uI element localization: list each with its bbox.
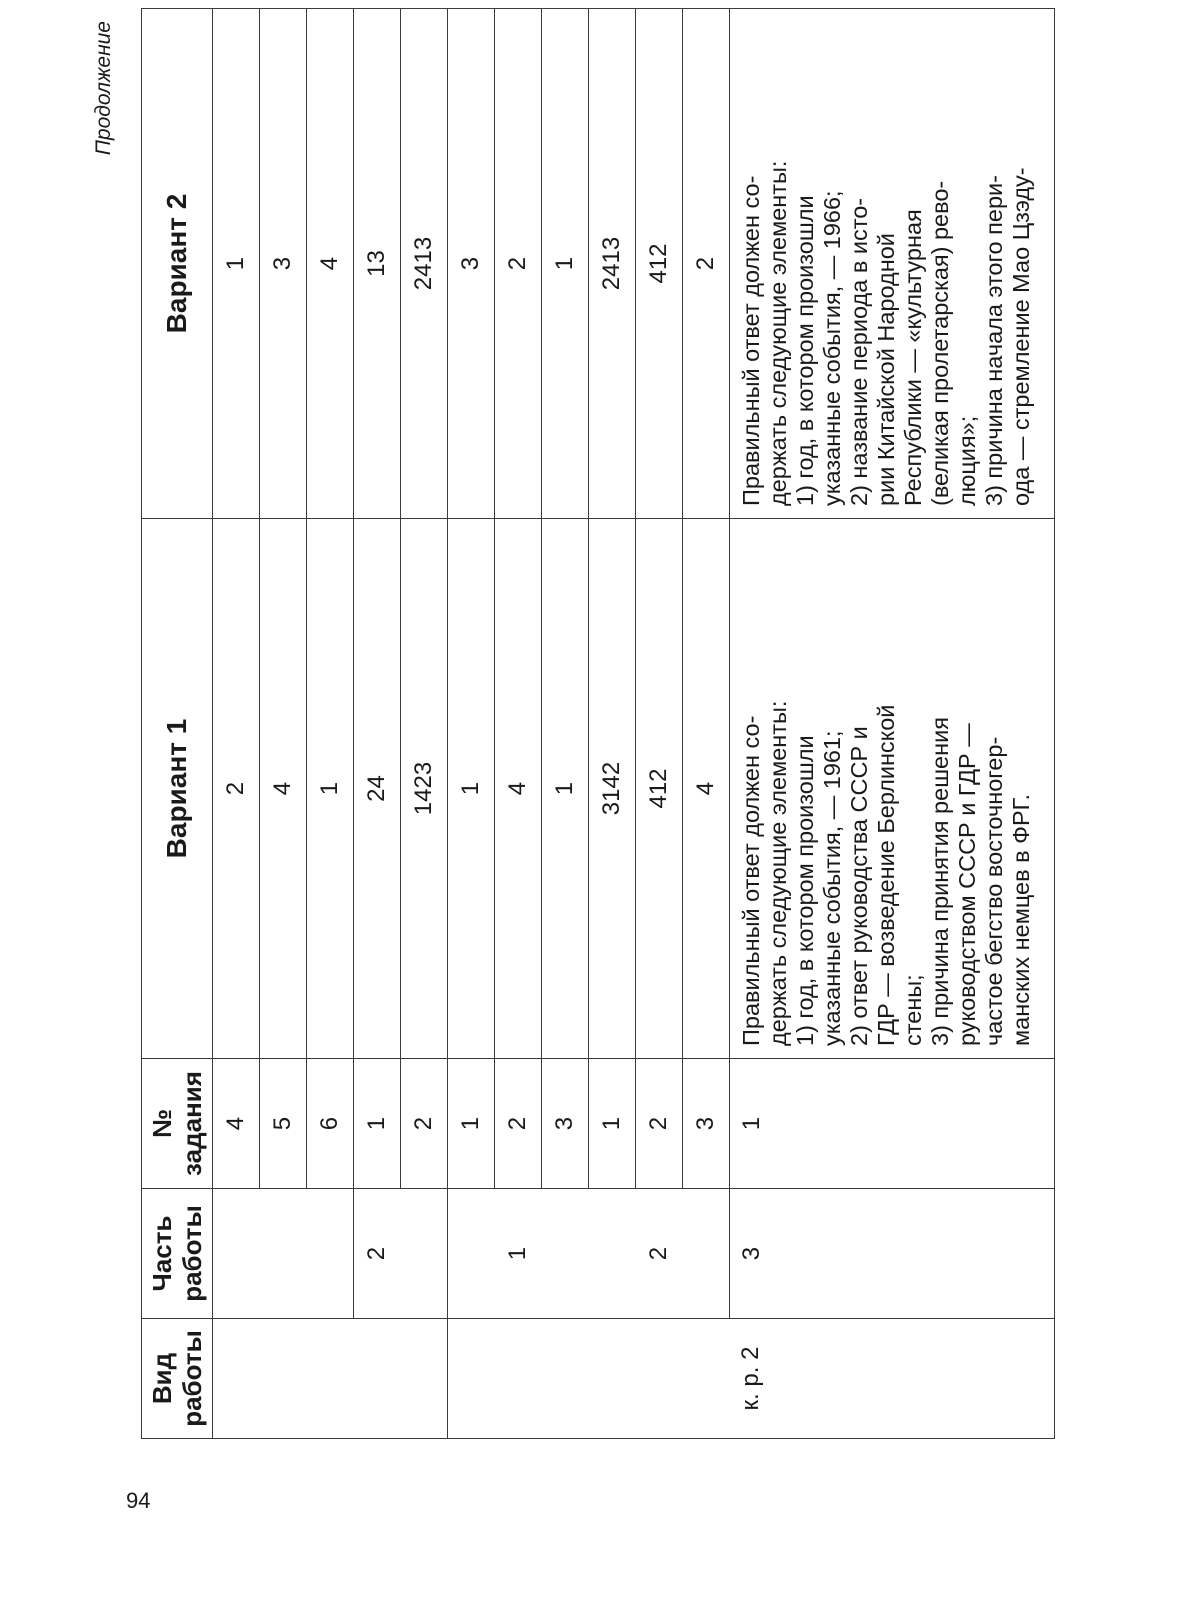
answer-line: ода — стремление Мао Цзэду- (1008, 167, 1034, 506)
page-number: 94 (126, 1488, 151, 1513)
answer-line: 3) причина принятия решения (927, 717, 953, 1046)
table-row (448, 9, 495, 1439)
cell-task: 2 (636, 1059, 683, 1189)
cell-variant-1: 1 (542, 519, 589, 1059)
table-row (213, 9, 260, 1439)
answer-line: указанные события, — 1961; (819, 730, 845, 1046)
cell-variant-2: 2413 (589, 9, 636, 519)
cell-variant-1: 24 (354, 519, 401, 1059)
answer-line: рии Китайской Народной (873, 233, 899, 506)
cell-task: 5 (260, 1059, 307, 1189)
answer-line: Правильный ответ должен со- (738, 175, 764, 506)
answer-line: 2) название периода в исто- (846, 197, 872, 506)
header-variant-1: Вариант 1 (142, 519, 213, 1059)
answer-line: 3) причина начала этого пери- (981, 175, 1007, 506)
cell-variant-1: 1 (307, 519, 354, 1059)
table-header-row (142, 9, 213, 1439)
cell-part: 1 (448, 1189, 589, 1319)
cell-part: 2 (589, 1189, 730, 1319)
cell-kind (401, 1319, 448, 1439)
cell-part: 3 (730, 1189, 1055, 1319)
header-kind (142, 1319, 213, 1439)
answer-line: ГДР — возведение Берлинской (873, 704, 899, 1046)
continuation-label: Продолжение (92, 21, 115, 156)
cell-variant-1: 4 (683, 519, 730, 1059)
answer-line: частое бегство восточногер- (981, 736, 1007, 1046)
cell-variant-1: 4 (495, 519, 542, 1059)
cell-variant-2: 1 (213, 9, 260, 519)
header-task-line2: задания (177, 1071, 207, 1176)
answer-line: 1) год, в котором произошли (792, 195, 818, 506)
cell-variant-2: 1 (542, 9, 589, 519)
answer-line: держать следующие элементы: (765, 160, 791, 506)
cell-variant-2: 2 (683, 9, 730, 519)
cell-variant-2: 3 (260, 9, 307, 519)
cell-part (401, 1189, 448, 1319)
header-part (142, 1189, 213, 1319)
cell-part (213, 1189, 260, 1319)
table-row (589, 9, 636, 1439)
cell-variant-2: 2 (495, 9, 542, 519)
cell-kind (260, 1319, 307, 1439)
answer-line: манских немцев в ФРГ. (1008, 793, 1034, 1046)
cell-task: 3 (542, 1059, 589, 1189)
cell-task: 1 (448, 1059, 495, 1189)
cell-task: 2 (495, 1059, 542, 1189)
cell-variant-1: 1423 (401, 519, 448, 1059)
cell-variant-2: 4 (307, 9, 354, 519)
header-part-line2: работы (177, 1205, 207, 1302)
header-variant-2: Вариант 2 (142, 9, 213, 519)
cell-variant-2-answer (730, 9, 1055, 519)
cell-variant-1-answer (730, 519, 1055, 1059)
cell-variant-1: 4 (260, 519, 307, 1059)
table-row (307, 9, 354, 1439)
cell-variant-1: 2 (213, 519, 260, 1059)
table-row (260, 9, 307, 1439)
header-task (142, 1059, 213, 1189)
cell-variant-2: 3 (448, 9, 495, 519)
table-row (354, 9, 401, 1439)
cell-task: 1 (589, 1059, 636, 1189)
cell-variant-1: 3142 (589, 519, 636, 1059)
header-kind-line2: работы (177, 1330, 207, 1427)
cell-variant-1: 1 (448, 519, 495, 1059)
table-row (401, 9, 448, 1439)
cell-kind (307, 1319, 354, 1439)
answer-line: 1) год, в котором произошли (792, 735, 818, 1046)
answer-line: держать следующие элементы: (765, 700, 791, 1046)
answer-line: Правильный ответ должен со- (738, 715, 764, 1046)
answer-line: (великая пролетарская) рево- (927, 180, 953, 506)
cell-part (307, 1189, 354, 1319)
cell-part: 2 (354, 1189, 401, 1319)
cell-variant-2: 13 (354, 9, 401, 519)
cell-task: 2 (401, 1059, 448, 1189)
cell-variant-2: 2413 (401, 9, 448, 519)
cell-kind (213, 1319, 260, 1439)
cell-variant-1: 412 (636, 519, 683, 1059)
cell-task: 3 (683, 1059, 730, 1189)
header-part-line1: Часть (147, 1215, 177, 1292)
answer-line: указанные события, — 1966; (819, 190, 845, 506)
answer-line: люция»; (954, 415, 980, 506)
cell-part (260, 1189, 307, 1319)
cell-task: 1 (730, 1059, 1055, 1189)
answer-line: руководством СССР и ГДР — (954, 723, 980, 1046)
cell-task: 4 (213, 1059, 260, 1189)
table-row-final (730, 9, 1055, 1439)
cell-task: 1 (354, 1059, 401, 1189)
answers-table (141, 8, 1055, 1439)
answer-line: 2) ответ руководства СССР и (846, 726, 872, 1046)
cell-task: 6 (307, 1059, 354, 1189)
answer-line: стены; (900, 974, 926, 1046)
cell-kind (354, 1319, 401, 1439)
cell-kind-kr2: к. р. 2 (448, 1319, 1055, 1439)
answer-line: Республики — «культурная (900, 209, 926, 506)
cell-variant-2: 412 (636, 9, 683, 519)
header-task-line1: № (147, 1109, 177, 1138)
header-kind-line1: Вид (147, 1352, 177, 1405)
